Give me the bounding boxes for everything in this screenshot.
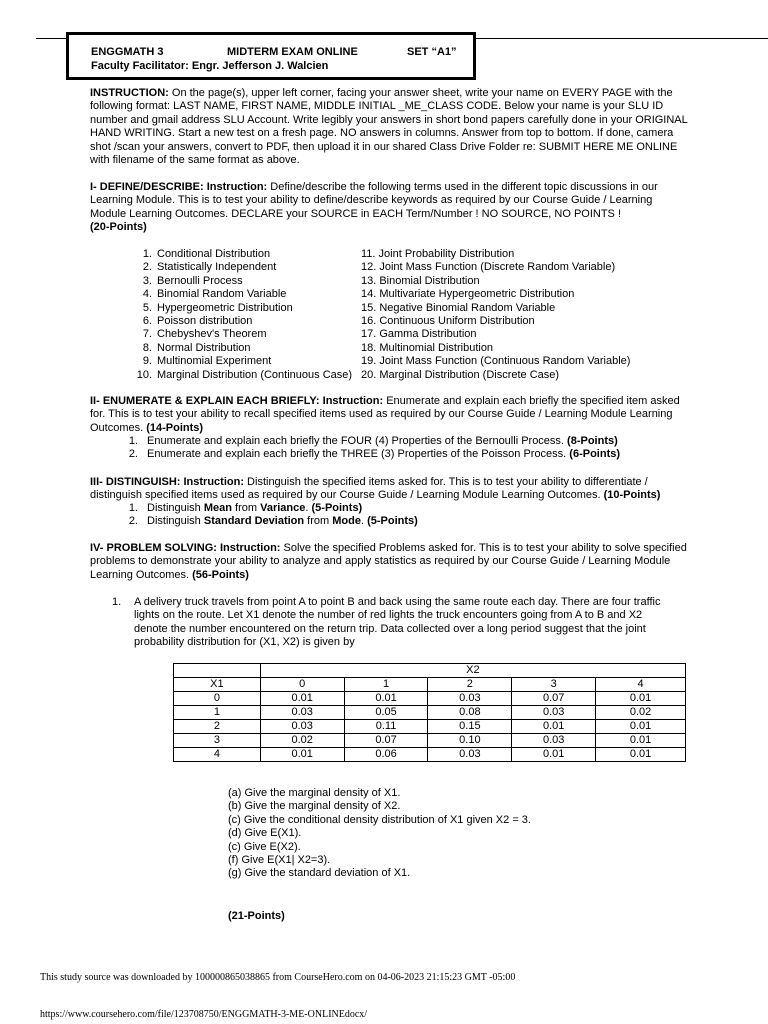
part4-text: Solve the specified Problems asked for. This is to test your ability to solve specified problems to demonstrate your ability to analyze and apply statistics as required by our Course Guide / Learning Module Learning Outcomes. bbox=[90, 542, 687, 581]
problem-line: lights on the route. Let X1 denote the number of red lights the truck encounters going from A to B and X2 bbox=[134, 609, 643, 622]
question-item: (c) Give the conditional density distribution of X1 given X2 = 3. bbox=[228, 813, 531, 826]
exam-title: MIDTERM EXAM ONLINE bbox=[227, 46, 358, 58]
problem-line: A delivery truck travels from point A to point B and back using the same route each day. There are four traffic bbox=[134, 596, 661, 608]
problem-line: denote the number encountered on the return trip. Data collected over a long period suggest that the joint bbox=[134, 622, 646, 635]
table-cell: 0.03 bbox=[260, 720, 344, 734]
table-cell: 0.01 bbox=[260, 692, 344, 706]
table-cell: 0.03 bbox=[260, 706, 344, 720]
list-item: 1. Conditional Distribution bbox=[142, 248, 271, 260]
part1-points: (20-Points) bbox=[90, 221, 147, 234]
table-header-row bbox=[174, 678, 686, 692]
part2-heading: II- ENUMERATE & EXPLAIN EACH BRIEFLY: Instruction: bbox=[90, 395, 384, 407]
list-item: 9. Multinomial Experiment bbox=[142, 355, 272, 368]
part1-right-list bbox=[361, 248, 661, 382]
question-item: (a) Give the marginal density of X1. bbox=[228, 787, 401, 799]
table-cell: 0.01 bbox=[512, 720, 596, 734]
table-cell: 0.05 bbox=[344, 706, 428, 720]
column-header: 3 bbox=[512, 678, 596, 692]
table-header-row bbox=[174, 664, 686, 678]
table-corner-cell bbox=[174, 664, 261, 678]
table-cell: 0.03 bbox=[512, 706, 596, 720]
part3-heading: III- DISTINGUISH: Instruction: bbox=[90, 476, 244, 488]
list-item: 2. Enumerate and explain each briefly the THREE (3) Properties of the Poisson Process. (6-Points) bbox=[128, 448, 621, 461]
table-cell: 0.07 bbox=[344, 734, 428, 748]
table-cell: 0.01 bbox=[344, 692, 428, 706]
row-header: 1 bbox=[174, 706, 261, 720]
row-header: 4 bbox=[174, 748, 261, 762]
list-item: 1. Enumerate and explain each briefly the FOUR (4) Properties of the Bernoulli Process. (8-Points) bbox=[128, 435, 618, 447]
part3-paragraph bbox=[90, 476, 690, 503]
table-cell: 0.01 bbox=[596, 720, 686, 734]
table-cell: 0.03 bbox=[428, 748, 512, 762]
table-cell: 0.07 bbox=[512, 692, 596, 706]
table-cell: 0.10 bbox=[428, 734, 512, 748]
table-cell: 0.08 bbox=[428, 706, 512, 720]
instruction-text: On the page(s), upper left corner, facing your answer sheet, write your name on EVERY PAGE with the following format: LAST NAME, FIRST NAME, MIDDLE INITIAL _ME_CLASS CODE. Below your name is your SLU ID number and gmail address SLU Account. Write legibly your answers in short bond papers carefully done in your ORIGINAL HAND WRITING. Start a new test on a fresh page. NO answers in columns. Answer from top to bottom. If done, camera shot /scan your answers, convert to PDF, then upload it in our shared Class Drive Folder re: SUBMIT HERE ME ONLINE with filename of the same format as above. bbox=[90, 87, 688, 167]
question-item: (f) Give E(X1| X2=3). bbox=[228, 853, 331, 866]
table-cell: 0.02 bbox=[596, 706, 686, 720]
table-row bbox=[174, 748, 686, 762]
list-item: 16. Continuous Uniform Distribution bbox=[361, 314, 535, 327]
faculty-facilitator: Faculty Facilitator: Engr. Jefferson J. Walcien bbox=[91, 60, 329, 72]
table-cell: 0.03 bbox=[512, 734, 596, 748]
source-url-link[interactable]: https://www.coursehero.com/file/123708750/ENGGMATH-3-ME-ONLINEdocx/ bbox=[40, 1009, 368, 1020]
table-cell: 0.01 bbox=[260, 748, 344, 762]
list-item: 17. Gamma Distribution bbox=[361, 328, 477, 341]
list-item: 7. Chebyshev's Theorem bbox=[142, 328, 267, 341]
row-header: 2 bbox=[174, 720, 261, 734]
problem-points: (21-Points) bbox=[228, 910, 285, 922]
list-item: 5. Hypergeometric Distribution bbox=[142, 301, 293, 314]
part3-text: Distinguish the specified items asked for. This is to test your ability to differentiate / distinguish specified items used as required by our Course Guide / Learning Module Learning Outcomes. bbox=[90, 476, 648, 502]
part2-text: Enumerate and explain each briefly the specified item asked for. This is to test your ability to recall specified items used as required by our Course Guide / Learning Module Learning Outcomes. bbox=[90, 395, 680, 434]
part4-points: (56-Points) bbox=[192, 568, 249, 581]
row-header: 3 bbox=[174, 734, 261, 748]
question-item: (d) Give E(X1). bbox=[228, 827, 302, 840]
list-item: 19. Joint Mass Function (Continuous Random Variable) bbox=[361, 355, 631, 368]
list-item: 2. Statistically Independent bbox=[142, 261, 277, 274]
list-item: 15. Negative Binomial Random Variable bbox=[361, 301, 556, 314]
list-item: 18. Multinomial Distribution bbox=[361, 341, 494, 354]
list-item: 2. Distinguish Standard Deviation from Mode. (5-Points) bbox=[128, 515, 418, 528]
part2-points: (14-Points) bbox=[146, 421, 204, 434]
list-item: 8. Normal Distribution bbox=[142, 341, 251, 354]
question-item: (c) Give E(X2). bbox=[228, 840, 301, 853]
list-item: 1. Distinguish Mean from Variance. (5-Points) bbox=[128, 502, 363, 514]
list-item: 6. Poisson distribution bbox=[142, 314, 253, 327]
part2-list bbox=[90, 435, 710, 462]
x2-label: X2 bbox=[260, 664, 685, 678]
part1-paragraph bbox=[90, 181, 690, 235]
table-cell: 0.01 bbox=[596, 748, 686, 762]
table-row bbox=[174, 720, 686, 734]
table-cell: 0.06 bbox=[344, 748, 428, 762]
part4-paragraph bbox=[90, 542, 690, 582]
download-notice: This study source was downloaded by 100000865038865 from CourseHero.com on 04-06-2023 21:15:23 GMT -05:00 bbox=[40, 972, 516, 983]
table-cell: 0.01 bbox=[596, 692, 686, 706]
table-cell: 0.02 bbox=[260, 734, 344, 748]
list-item: 12. Joint Mass Function (Discrete Random Variable) bbox=[361, 261, 616, 274]
exam-set: SET “A1” bbox=[407, 46, 457, 58]
column-header: 0 bbox=[260, 678, 344, 692]
list-item: 3. Bernoulli Process bbox=[142, 274, 243, 287]
question-item: (b) Give the marginal density of X2. bbox=[228, 800, 401, 813]
instruction-label: INSTRUCTION: bbox=[90, 87, 169, 99]
list-item: 13. Binomial Distribution bbox=[361, 274, 480, 287]
problem-line: probability distribution for (X1, X2) is given by bbox=[134, 636, 355, 649]
part1-text: Define/describe the following terms used in the different topic discussions in our Learning Module. This is to test your ability to define/describe keywords as required by our Course Guide / Learning Module Learning Outcomes. DECLARE your SOURCE in EACH Term/Number ! NO SOURCE, NO POINTS ! bbox=[90, 181, 658, 220]
table-cell: 0.15 bbox=[428, 720, 512, 734]
joint-probability-table bbox=[173, 663, 686, 762]
list-item: 14. Multivariate Hypergeometric Distribution bbox=[361, 288, 575, 301]
part3-points: (10-Points) bbox=[603, 489, 661, 502]
table-row bbox=[174, 734, 686, 748]
table-row bbox=[174, 706, 686, 720]
column-header: 1 bbox=[344, 678, 428, 692]
list-item: 20. Marginal Distribution (Discrete Case) bbox=[361, 368, 560, 381]
table-cell: 0.01 bbox=[512, 748, 596, 762]
question-item: (g) Give the standard deviation of X1. bbox=[228, 867, 411, 880]
list-item: 11. Joint Probability Distribution bbox=[361, 248, 515, 260]
table-cell: 0.11 bbox=[344, 720, 428, 734]
problem-text bbox=[134, 596, 694, 650]
table-cell: 0.03 bbox=[428, 692, 512, 706]
table-cell: 0.01 bbox=[596, 734, 686, 748]
list-item: 10. Marginal Distribution (Continuous Case) bbox=[136, 368, 353, 381]
part3-list bbox=[90, 502, 710, 529]
table-row bbox=[174, 692, 686, 706]
part1-heading: I- DEFINE/DESCRIBE: Instruction: bbox=[90, 181, 268, 193]
problem-questions bbox=[228, 787, 648, 881]
course-code: ENGGMATH 3 bbox=[91, 46, 164, 58]
row-header: 0 bbox=[174, 692, 261, 706]
part2-paragraph bbox=[90, 395, 690, 435]
x1-label: X1 bbox=[174, 678, 261, 692]
instruction-paragraph bbox=[90, 87, 690, 167]
exam-header-box bbox=[66, 32, 476, 80]
list-item: 4. Binomial Random Variable bbox=[142, 288, 287, 301]
problem-number: 1. bbox=[112, 596, 122, 608]
column-header: 4 bbox=[596, 678, 686, 692]
column-header: 2 bbox=[428, 678, 512, 692]
part4-heading: IV- PROBLEM SOLVING: Instruction: bbox=[90, 542, 281, 554]
